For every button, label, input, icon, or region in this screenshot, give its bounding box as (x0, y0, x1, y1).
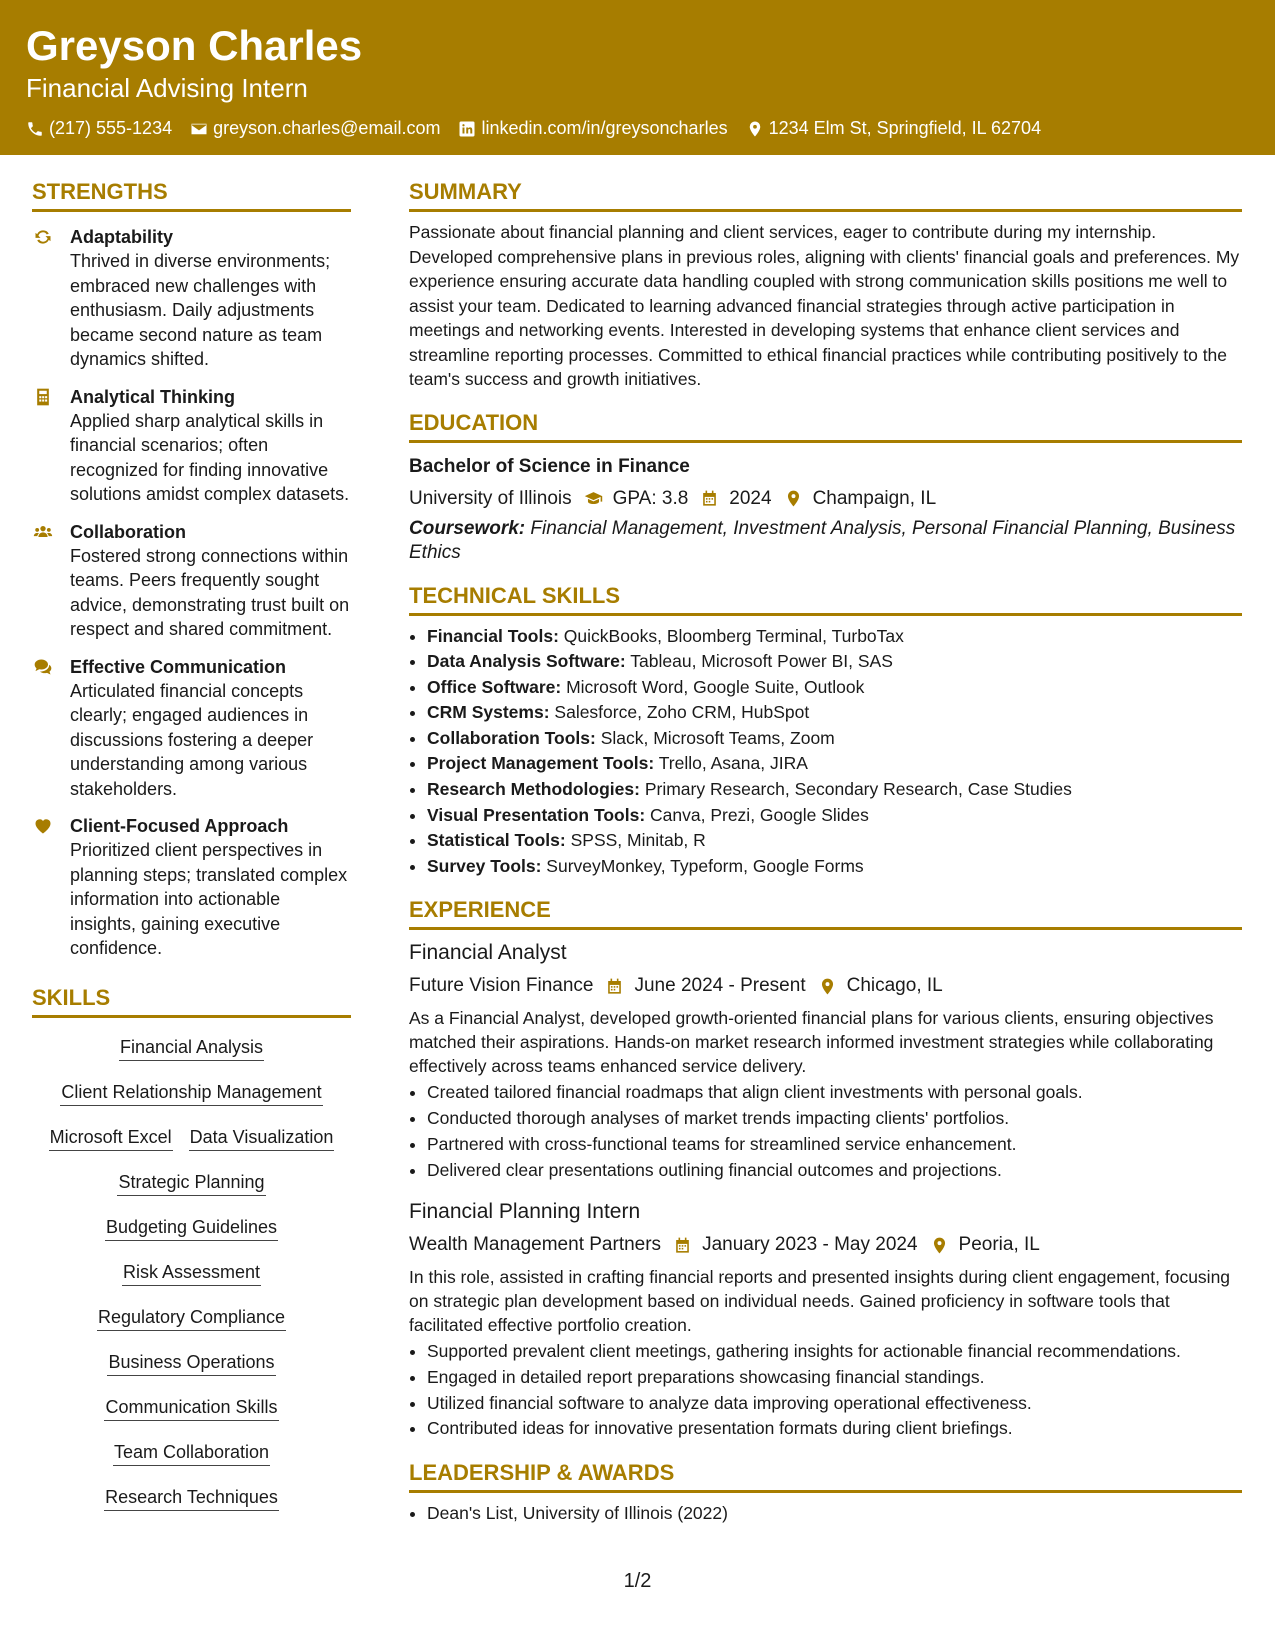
phone-icon (26, 120, 44, 138)
skill-category: Statistical Tools: (427, 830, 566, 851)
skill-tag: Team Collaboration (113, 1441, 270, 1466)
strength-desc: Articulated financial concepts clearly; engaged audiences in discussions fostering a deeper understanding among various stakeholders. (70, 680, 314, 799)
list-item: • Partnered with cross-functional teams for streamlined service enhancement. (427, 1132, 1242, 1158)
resume-header (0, 0, 1275, 155)
contact-address (746, 118, 1042, 139)
linkedin-text: linkedin.com/in/greysoncharles (481, 118, 728, 138)
education-coursework (409, 517, 1242, 565)
list-item (427, 751, 1242, 777)
map-marker-icon (930, 1236, 949, 1255)
education-heading: EDUCATION (409, 410, 1242, 443)
job-title: Financial Planning Intern (409, 1200, 641, 1224)
job-meta (409, 974, 1242, 998)
coursework-label: Coursework: (409, 517, 526, 539)
education-meta (409, 487, 1242, 511)
email-text: greyson.charles@email.com (213, 118, 441, 138)
skill-tag: Microsoft Excel (49, 1126, 173, 1151)
strength-desc: Thrived in diverse environments; embraced new challenges with enthusiasm. Daily adjustments became second nature as team dynamics shifted. (70, 251, 331, 369)
job-dates: June 2024 - Present (634, 975, 806, 997)
skill-tag: Financial Analysis (119, 1036, 264, 1061)
calculator-icon (32, 387, 54, 407)
skill-tag: Budgeting Guidelines (105, 1216, 278, 1241)
list-item (427, 624, 1242, 650)
strength-desc: Applied sharp analytical skills in financial scenarios; often recognized for finding innovative solutions amidst complex datasets. (70, 410, 350, 504)
list-item (427, 777, 1242, 803)
linkedin-icon (458, 120, 476, 138)
skill-values: Microsoft Word, Google Suite, Outlook (561, 676, 865, 697)
job-meta (409, 1233, 1242, 1257)
technical-skills-list (409, 624, 1242, 880)
contact-phone[interactable] (26, 118, 172, 139)
skill-category: Research Methodologies: (427, 779, 640, 800)
skill-category: Financial Tools: (427, 625, 559, 646)
education-year: 2024 (729, 487, 772, 509)
job-bullets (409, 1080, 1242, 1183)
technical-skills-heading: TECHNICAL SKILLS (409, 583, 1242, 616)
skill-values: Trello, Asana, JIRA (654, 753, 808, 774)
strength-desc: Prioritized client perspectives in planning steps; translated complex information into actionable insights, gaining executive confidence. (70, 840, 348, 958)
summary-heading: SUMMARY (409, 179, 1242, 212)
strength-item (32, 520, 351, 642)
education-school: University of Illinois (409, 487, 572, 509)
heart-icon (32, 816, 54, 836)
skill-tag: Strategic Planning (117, 1171, 265, 1196)
skill-values: SurveyMonkey, Typeform, Google Forms (541, 855, 864, 876)
skill-tag: Risk Assessment (122, 1261, 261, 1286)
list-item: • Engaged in detailed report preparations showcasing financial standings. (427, 1365, 1242, 1391)
list-item (427, 700, 1242, 726)
list-item (427, 726, 1242, 752)
calendar-icon (673, 1236, 692, 1255)
page-number-text: 1/2 (623, 1570, 652, 1592)
skill-values: SPSS, Minitab, R (565, 830, 706, 851)
right-column (409, 155, 1242, 1531)
strength-title: Effective Communication (70, 656, 287, 677)
skill-tag: Data Visualization (189, 1126, 335, 1151)
strength-desc: Fostered strong connections within teams. Peers frequently sought advice, demonstrating trust built on respect and shared commitment. (70, 545, 350, 639)
list-item (427, 649, 1242, 675)
calendar-icon (605, 977, 624, 996)
calendar-icon (700, 489, 719, 508)
list-item: • Dean's List, University of Illinois (2022) (427, 1501, 1242, 1527)
leadership-list (409, 1501, 1242, 1527)
strength-title: Collaboration (70, 521, 186, 542)
strength-title: Adaptability (70, 227, 174, 247)
strength-item (32, 814, 351, 961)
list-item (427, 854, 1242, 880)
skill-category: CRM Systems: (427, 702, 550, 723)
job-company: Future Vision Finance (409, 975, 594, 997)
skill-values: Canva, Prezi, Google Slides (645, 804, 869, 825)
skill-category: Project Management Tools: (427, 753, 655, 774)
page-number (0, 1570, 1275, 1593)
education-degree: Bachelor of Science in Finance (409, 455, 690, 477)
map-marker-icon (746, 120, 764, 138)
skill-tag: Regulatory Compliance (97, 1306, 286, 1331)
list-item: • Delivered clear presentations outlining financial outcomes and projections. (427, 1158, 1242, 1184)
users-icon (32, 522, 54, 542)
skill-tag: Research Techniques (104, 1486, 279, 1511)
job-title: Financial Analyst (409, 941, 567, 965)
list-item: • Conducted thorough analyses of market trends impacting clients' portfolios. (427, 1106, 1242, 1132)
list-item: • Supported prevalent client meetings, gathering insights for actionable financial recommendations. (427, 1339, 1242, 1365)
skill-category: Office Software: (427, 676, 562, 697)
education-gpa: GPA: 3.8 (612, 487, 689, 509)
skill-category: Survey Tools: (427, 855, 542, 876)
skill-values: Tableau, Microsoft Power BI, SAS (625, 651, 893, 672)
job-entry (409, 940, 1242, 1183)
skills-list (32, 1036, 351, 1531)
summary-text: Passionate about financial planning and client services, eager to contribute during my internship. Developed comprehensive plans in previous roles, aligning with clients' financial goals and preferences. My experience ensuring accurate data handling coupled with strong communication skills positions me well to assist your team. Dedicated to learning advanced financial strategies through active participation in meetings and networking events. Interested in developing systems that enhance client services and streamline reporting processes. Committed to ethical financial practices while contributing positively to the team's success and growth initiatives. (409, 222, 1240, 389)
candidate-name: Greyson Charles (26, 22, 363, 69)
education-location: Champaign, IL (812, 487, 937, 509)
phone-text: (217) 555-1234 (49, 118, 173, 138)
skill-category: Data Analysis Software: (427, 651, 626, 672)
contact-email[interactable] (190, 118, 440, 139)
strength-item (32, 655, 351, 802)
contact-bar (26, 118, 1249, 139)
skill-tag: Business Operations (107, 1351, 275, 1376)
skills-heading: SKILLS (32, 985, 351, 1018)
skill-category: Visual Presentation Tools: (427, 804, 646, 825)
list-item (427, 675, 1242, 701)
job-entry (409, 1199, 1242, 1442)
candidate-role: Financial Advising Intern (26, 73, 308, 103)
skill-category: Collaboration Tools: (427, 727, 596, 748)
graduation-cap-icon (584, 489, 603, 508)
list-item (427, 803, 1242, 829)
strength-title: Analytical Thinking (70, 386, 236, 407)
list-item (427, 828, 1242, 854)
skill-tag: Client Relationship Management (60, 1081, 322, 1106)
job-company: Wealth Management Partners (409, 1234, 662, 1256)
refresh-icon (32, 227, 54, 247)
strengths-heading: STRENGTHS (32, 179, 351, 212)
skill-values: Slack, Microsoft Teams, Zoom (595, 727, 835, 748)
map-marker-icon (818, 977, 837, 996)
job-location: Peoria, IL (958, 1234, 1040, 1256)
job-bullets (409, 1339, 1242, 1442)
strength-item (32, 385, 351, 507)
skill-tag: Communication Skills (104, 1396, 278, 1421)
job-dates: January 2023 - May 2024 (702, 1234, 918, 1256)
job-description: As a Financial Analyst, developed growth-oriented financial plans for various clients, ensuring objectives matched their aspirations. Hands-on market research informed investment strategies while collaborating effectively across teams enhanced service delivery. (409, 1008, 1214, 1077)
list-item: • Created tailored financial roadmaps that align client investments with personal goals. (427, 1080, 1242, 1106)
comments-icon (32, 657, 54, 677)
list-item: • Contributed ideas for innovative presentation formats during client briefings. (427, 1416, 1242, 1442)
envelope-icon (190, 120, 208, 138)
coursework-list: Financial Management, Investment Analysis, Personal Financial Planning, Business Ethics (409, 517, 1236, 563)
strength-title: Client-Focused Approach (70, 816, 289, 836)
experience-heading: EXPERIENCE (409, 897, 1242, 930)
skill-values: Salesforce, Zoho CRM, HubSpot (549, 702, 810, 723)
map-marker-icon (784, 489, 803, 508)
address-text: 1234 Elm St, Springfield, IL 62704 (768, 118, 1042, 138)
job-location: Chicago, IL (846, 975, 943, 997)
job-description: In this role, assisted in crafting financial reports and presented insights during client engagement, focusing on strategic plan development based on individual needs. Gained proficiency in software tools that facilitated effective portfolio creation. (409, 1267, 1231, 1336)
strength-item (32, 225, 351, 372)
list-item: • Utilized financial software to analyze data improving operational effectiveness. (427, 1391, 1242, 1417)
left-column (32, 155, 351, 1531)
resume-body (0, 155, 1275, 1531)
skill-values: Primary Research, Secondary Research, Case Studies (639, 779, 1072, 800)
contact-linkedin[interactable] (458, 118, 727, 139)
skill-values: QuickBooks, Bloomberg Terminal, TurboTax (558, 625, 904, 646)
leadership-heading: LEADERSHIP & AWARDS (409, 1460, 1242, 1493)
